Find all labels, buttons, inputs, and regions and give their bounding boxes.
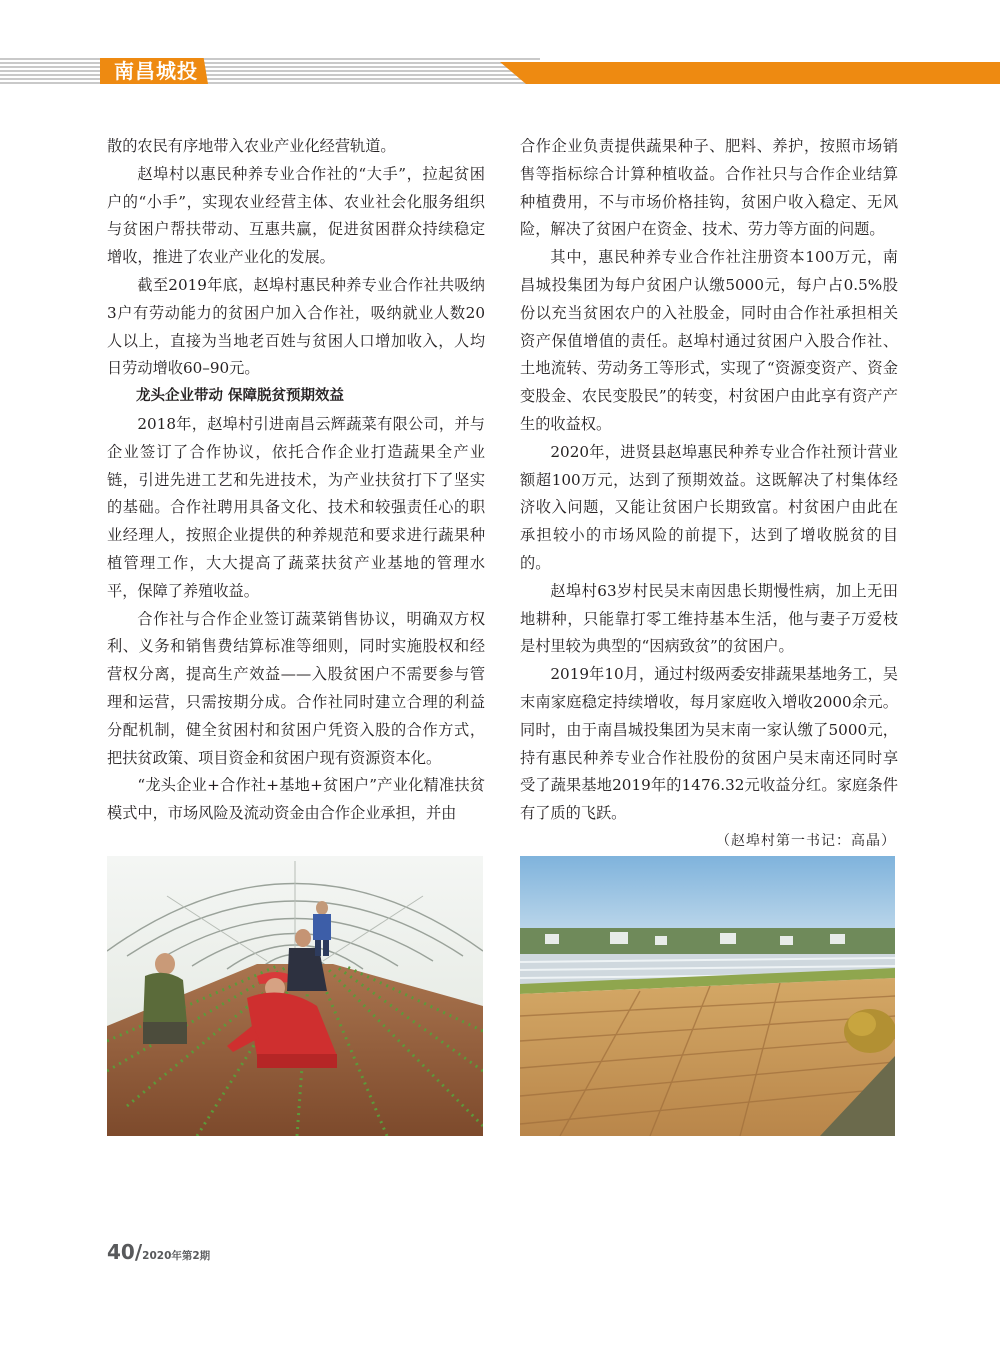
issue-label: 2020年第2期 bbox=[142, 1250, 211, 1262]
article-right-column bbox=[520, 133, 898, 856]
paragraph: 散的农民有序地带入农业产业化经营轨道。 bbox=[107, 137, 396, 155]
section-subheading: 龙头企业带动 保障脱贫预期效益 bbox=[136, 388, 345, 405]
paragraph: 其中，惠民种养专业合作社注册资本100万元，南昌城投集团为每户贫困户认缴5000元，每户占0.5%股份以充当贫困农户的入社股金，同时由合作社承担相关资产保值增值的责任。赵埠村通过贫困户入股合作社、土地流转、劳动务工等形式，实现了“资源变资产、资金变股金、农民变股民”的转变，村贫困户由此享有资产产生的收益权。 bbox=[520, 248, 898, 433]
header-orange-bar bbox=[500, 62, 1000, 84]
footer-separator: / bbox=[134, 1240, 143, 1264]
author-signature: （赵埠村第一书记：高晶） bbox=[716, 832, 896, 849]
paragraph: 2018年，赵埠村引进南昌云辉蔬菜有限公司，并与企业签订了合作协议，依托合作企业打造蔬果全产业链，引进先进工艺和先进技术，为产业扶贫打下了坚实的基础。合作社聘用具备文化、技术和较强责任心的职业经理人，按照企业提供的种养规范和要求进行蔬果种植管理工作，大大提高了蔬菜扶贫产业基地的管理水平，保障了养殖收益。 bbox=[107, 414, 485, 600]
paragraph: 赵埠村以惠民种养专业合作社的“大手”，拉起贫困户的“小手”，实现农业经营主体、农业社会化服务组织与贫困户帮扶带动、互惠共赢，促进贫困群众持续稳定增收，推进了农业产业化的发展。 bbox=[107, 164, 485, 267]
paragraph: 合作企业负责提供蔬果种子、肥料、养护，按照市场销售等指标综合计算种植收益。合作社只与合作企业结算种植费用，不与市场价格挂钩，贫困户收入稳定、无风险，解决了贫困户在资金、技术、劳力等方面的问题。 bbox=[520, 137, 898, 239]
farmland-photo bbox=[520, 856, 895, 1136]
paragraph: 赵埠村63岁村民吴末南因患长期慢性病，加上无田地耕种，只能靠打零工维持基本生活，他与妻子万爱枝是村里较为典型的“因病致贫”的贫困户。 bbox=[520, 581, 898, 656]
greenhouse-photo-image bbox=[107, 856, 483, 1136]
paragraph: 合作社与合作企业签订蔬菜销售协议，明确双方权利、义务和销售费结算标准等细则，同时实施股权和经营权分离，提高生产效益——入股贫困户不需要参与管理和运营，只需按期分成。合作社同时建立合理的利益分配机制，健全贫困村和贫困户凭资入股的合作方式，把扶贫政策、项目资金和贫困户现有资源资本化。 bbox=[107, 609, 485, 767]
paragraph: 截至2019年底，赵埠村惠民种养专业合作社共吸纳3户有劳动能力的贫困户加入合作社，吸纳就业人数20人以上，直接为当地老百姓与贫困人口增加收入，人均日劳动增收60–90元。 bbox=[107, 275, 485, 378]
article-left-column bbox=[107, 133, 485, 828]
section-title: 南昌城投 bbox=[114, 59, 198, 83]
page-footer bbox=[107, 1240, 210, 1264]
farmland-photo-image bbox=[520, 856, 895, 1136]
page-number: 40 bbox=[107, 1240, 135, 1264]
greenhouse-photo bbox=[107, 856, 483, 1136]
header-stripes bbox=[0, 58, 540, 84]
paragraph: “龙头企业+合作社+基地+贫困户”产业化精准扶贫模式中，市场风险及流动资金由合作企业承担，并由 bbox=[107, 776, 485, 823]
section-header bbox=[0, 58, 1000, 84]
paragraph: 2020年，进贤县赵埠惠民种养专业合作社预计营业额超100万元，达到了预期效益。这既解决了村集体经济收入问题，又能让贫困户长期致富。村贫困户由此在承担较小的市场风险的前提下，达到了增收脱贫的目的。 bbox=[520, 442, 898, 572]
paragraph: 2019年10月，通过村级两委安排蔬果基地务工，吴末南家庭稳定持续增收，每月家庭收入增收2000余元。同时，由于南昌城投集团为吴末南一家认缴了5000元，持有惠民种养专业合作社股份的贫困户吴末南还同时享受了蔬果基地2019年的1476.32元收益分红。家庭条件有了质的飞跃。 bbox=[520, 665, 898, 823]
